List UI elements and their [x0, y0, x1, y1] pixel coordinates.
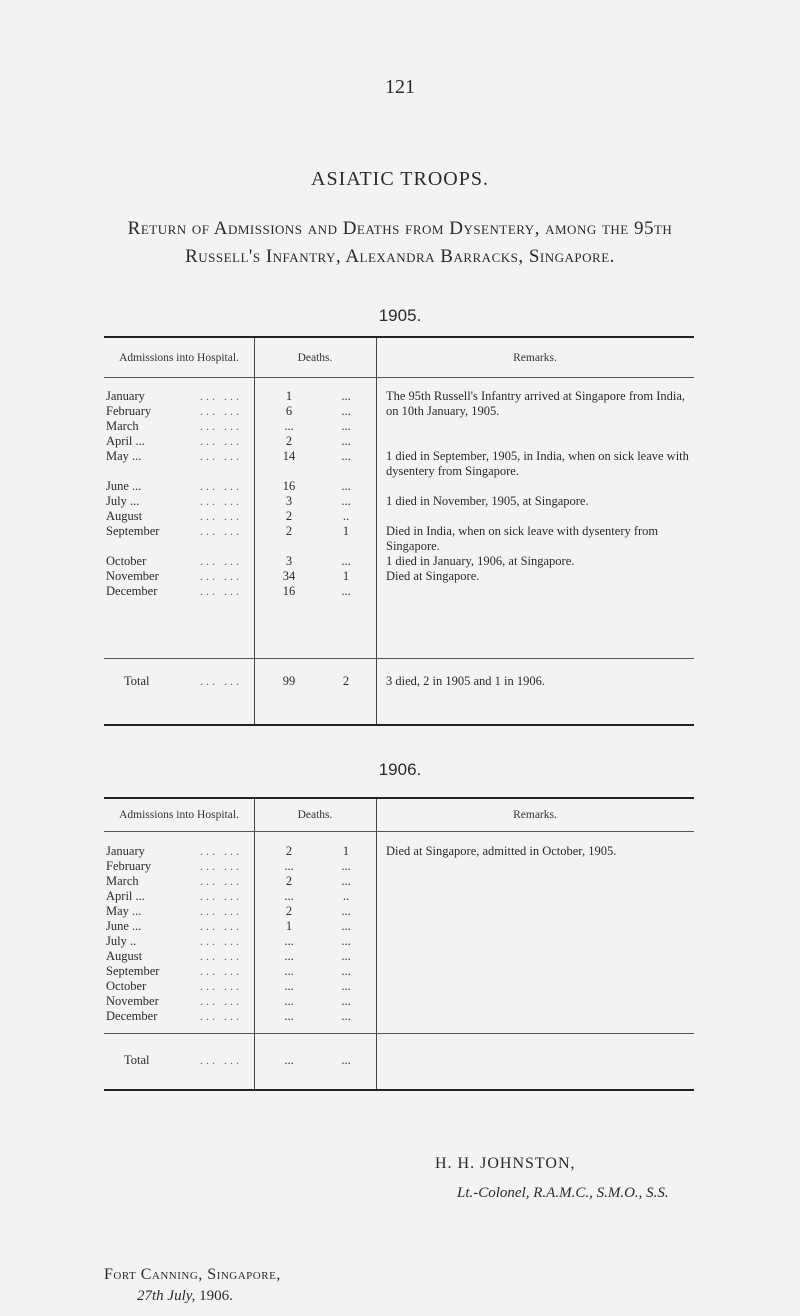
place-line: Fort Canning, Singapore,	[104, 1266, 281, 1283]
remarks-text: Died at Singapore, admitted in October, 1905.	[386, 844, 617, 858]
table-row	[104, 494, 694, 509]
leader-dots: ... ...	[200, 434, 242, 448]
admissions-value: 16	[282, 479, 296, 493]
table-row	[104, 844, 694, 859]
signature-title: Lt.-Colonel, R.A.M.C., S.M.O., S.S.	[457, 1185, 669, 1201]
table-row	[104, 509, 694, 524]
leader-dots: ... ...	[200, 994, 242, 1008]
month-label: June ...	[106, 919, 142, 933]
signature-name: H. H. JOHNSTON,	[435, 1155, 576, 1172]
header-rule	[254, 831, 376, 832]
total-rule	[376, 1033, 694, 1034]
table-row	[104, 449, 694, 478]
total-label: Total	[124, 1053, 150, 1067]
month-label: September	[106, 964, 160, 978]
leader-dots: ... ...	[200, 404, 242, 418]
leader-dots: ... ...	[200, 1009, 242, 1023]
admissions-value: 2	[285, 874, 293, 888]
table-1906	[104, 797, 694, 1093]
total-rule	[104, 1033, 254, 1034]
total-dots: ... ...	[200, 1053, 242, 1067]
header-rule	[254, 377, 376, 378]
leader-dots: ... ...	[200, 964, 242, 978]
deaths-value: ..	[342, 509, 350, 523]
leader-dots: ... ...	[200, 449, 242, 463]
total-rule	[104, 658, 254, 659]
month-label: October	[106, 979, 147, 993]
total-rule	[254, 1033, 376, 1034]
month-label: April ...	[106, 889, 145, 903]
deaths-value: ...	[341, 389, 351, 403]
table-row	[104, 404, 694, 419]
table-row	[104, 889, 694, 904]
header-deaths: Deaths.	[297, 809, 333, 821]
remarks-text: Died at Singapore.	[386, 569, 480, 583]
header-deaths: Deaths.	[297, 352, 333, 364]
deaths-value: ...	[341, 874, 351, 888]
deaths-value: 1	[342, 844, 350, 858]
year-heading-1906: 1906.	[378, 760, 422, 779]
leader-dots: ... ...	[200, 494, 242, 508]
month-label: September	[106, 524, 160, 538]
admissions-value: ...	[284, 934, 294, 948]
deaths-value: ..	[342, 889, 350, 903]
table-top-rule	[104, 797, 694, 799]
admissions-value: 16	[282, 584, 296, 598]
leader-dots: ... ...	[200, 889, 242, 903]
admissions-value: 2	[285, 434, 293, 448]
table-row	[104, 949, 694, 964]
table-row	[104, 569, 694, 584]
admissions-value: ...	[284, 979, 294, 993]
table-row	[104, 934, 694, 949]
deaths-value: ...	[341, 919, 351, 933]
table-row	[104, 874, 694, 889]
leader-dots: ... ...	[200, 934, 242, 948]
total-remarks: 3 died, 2 in 1905 and 1 in 1906.	[386, 674, 546, 688]
table-row	[104, 434, 694, 449]
leader-dots: ... ...	[200, 419, 242, 433]
leader-dots: ... ...	[200, 389, 242, 403]
remarks-text: 1 died in November, 1905, at Singapore.	[386, 494, 589, 508]
deaths-value: ...	[341, 479, 351, 493]
total-deaths: ...	[341, 1053, 351, 1067]
table-row	[104, 524, 694, 553]
month-label: March	[106, 419, 139, 433]
leader-dots: ... ...	[200, 859, 242, 873]
total-row	[104, 674, 694, 689]
total-label: Total	[124, 674, 150, 688]
deaths-value: ...	[341, 419, 351, 433]
remarks-text: Died in India, when on sick leave with dysentery from Singapore.	[386, 524, 659, 553]
table-row	[104, 419, 694, 434]
table-top-rule	[104, 336, 694, 338]
remarks-text: The 95th Russell's Infantry arrived at Singapore from India, on 10th January, 1905.	[386, 389, 686, 418]
leader-dots: ... ...	[200, 554, 242, 568]
month-label: June ...	[106, 479, 142, 493]
month-label: November	[106, 994, 159, 1008]
deaths-value: ...	[341, 449, 351, 463]
total-admissions: ...	[284, 1053, 294, 1067]
header-rule	[104, 377, 254, 378]
admissions-value: 1	[285, 919, 293, 933]
admissions-value: 3	[285, 554, 293, 568]
total-row	[104, 1053, 694, 1068]
page-title: ASIATIC TROOPS.	[311, 168, 489, 190]
table-row	[104, 859, 694, 874]
header-rule	[376, 831, 694, 832]
table-row	[104, 479, 694, 494]
admissions-value: ...	[284, 889, 294, 903]
remarks-text: 1 died in January, 1906, at Singapore.	[386, 554, 575, 568]
month-label: January	[106, 389, 145, 403]
leader-dots: ... ...	[200, 979, 242, 993]
table-row	[104, 554, 694, 569]
leader-dots: ... ...	[200, 844, 242, 858]
deaths-value: ...	[341, 404, 351, 418]
leader-dots: ... ...	[200, 584, 242, 598]
month-label: February	[106, 859, 152, 873]
admissions-value: 2	[285, 509, 293, 523]
table-row	[104, 964, 694, 979]
header-rule	[104, 831, 254, 832]
month-label: December	[106, 584, 158, 598]
month-label: May ...	[106, 449, 142, 463]
month-label: December	[106, 1009, 158, 1023]
admissions-value: 2	[285, 904, 293, 918]
admissions-value: ...	[284, 964, 294, 978]
month-label: January	[106, 844, 145, 858]
leader-dots: ... ...	[200, 479, 242, 493]
total-admissions: 99	[282, 674, 296, 688]
deaths-value: ...	[341, 979, 351, 993]
page-number: 121	[385, 76, 415, 98]
table-row	[104, 904, 694, 919]
header-admissions: Admissions into Hospital.	[119, 352, 239, 364]
deaths-value: ...	[341, 554, 351, 568]
deaths-value: ...	[341, 949, 351, 963]
deaths-value: ...	[341, 964, 351, 978]
month-label: April ...	[106, 434, 145, 448]
month-label: August	[106, 949, 143, 963]
admissions-value: ...	[284, 1009, 294, 1023]
leader-dots: ... ...	[200, 569, 242, 583]
leader-dots: ... ...	[200, 919, 242, 933]
month-label: October	[106, 554, 147, 568]
header-remarks: Remarks.	[513, 352, 557, 364]
table-row	[104, 994, 694, 1009]
month-label: March	[106, 874, 139, 888]
admissions-value: 14	[282, 449, 296, 463]
table-bottom-rule	[104, 724, 694, 726]
admissions-value: 6	[285, 404, 293, 418]
month-label: November	[106, 569, 159, 583]
admissions-value: 2	[285, 524, 293, 538]
deaths-value: 1	[342, 569, 350, 583]
month-label: July ..	[106, 934, 137, 948]
total-rule	[376, 658, 694, 659]
date-line	[137, 1288, 233, 1305]
admissions-value: 34	[282, 569, 296, 583]
subtitle-line-1: Return of Admissions and Deaths from Dysentery, among the 95th	[127, 218, 673, 239]
header-rule	[376, 377, 694, 378]
table-row	[104, 1009, 694, 1024]
year-heading-1905: 1905.	[378, 306, 422, 325]
month-label: May ...	[106, 904, 142, 918]
header-remarks: Remarks.	[513, 809, 557, 821]
table-row	[104, 584, 694, 599]
deaths-value: ...	[341, 1009, 351, 1023]
deaths-value: ...	[341, 434, 351, 448]
deaths-value: 1	[342, 524, 350, 538]
subtitle-line-2: Russell's Infantry, Alexandra Barracks, Singapore.	[185, 246, 615, 267]
deaths-value: ...	[341, 859, 351, 873]
admissions-value: ...	[284, 419, 294, 433]
total-dots: ... ...	[200, 674, 242, 688]
admissions-value: ...	[284, 994, 294, 1008]
table-row	[104, 979, 694, 994]
month-label: February	[106, 404, 152, 418]
admissions-value: 1	[285, 389, 293, 403]
deaths-value: ...	[341, 584, 351, 598]
leader-dots: ... ...	[200, 904, 242, 918]
table-bottom-rule	[104, 1089, 694, 1091]
deaths-value: ...	[341, 994, 351, 1008]
total-deaths: 2	[342, 674, 350, 688]
admissions-value: 2	[285, 844, 293, 858]
leader-dots: ... ...	[200, 949, 242, 963]
leader-dots: ... ...	[200, 874, 242, 888]
deaths-value: ...	[341, 494, 351, 508]
admissions-value: 3	[285, 494, 293, 508]
month-label: July ...	[106, 494, 140, 508]
month-label: August	[106, 509, 143, 523]
deaths-value: ...	[341, 934, 351, 948]
date-year: 1906.	[195, 1288, 233, 1304]
deaths-value: ...	[341, 904, 351, 918]
admissions-value: ...	[284, 949, 294, 963]
remarks-text: 1 died in September, 1905, in India, when on sick leave with dysentery from Singapore.	[386, 449, 689, 478]
table-1905	[104, 336, 694, 726]
leader-dots: ... ...	[200, 509, 242, 523]
leader-dots: ... ...	[200, 524, 242, 538]
header-admissions: Admissions into Hospital.	[119, 809, 239, 821]
table-row	[104, 919, 694, 934]
date-day: 27th July,	[137, 1288, 196, 1304]
total-rule	[254, 658, 376, 659]
admissions-value: ...	[284, 859, 294, 873]
